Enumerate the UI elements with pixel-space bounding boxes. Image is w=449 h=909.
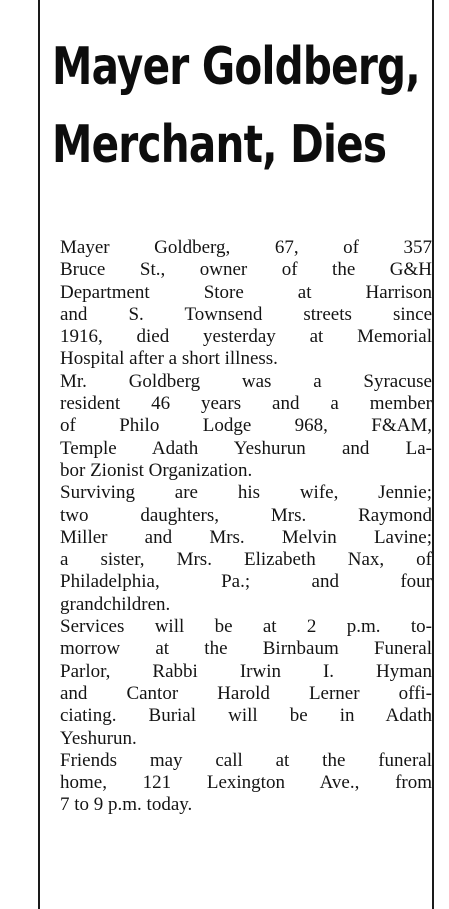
text-line: Mr. Goldberg was a Syracuse	[60, 370, 432, 392]
text-line: and S. Townsend streets since	[60, 303, 432, 325]
text-line: morrow at the Birnbaum Funeral	[60, 638, 432, 660]
text-line: Yeshurun.	[60, 727, 137, 749]
headline-line-1: Mayer Goldberg,	[52, 37, 420, 97]
paragraph-4	[46, 616, 432, 750]
text-line: Surviving are his wife, Jennie;	[60, 482, 432, 504]
column-rule-left	[38, 0, 40, 909]
article-body	[46, 237, 432, 817]
paragraph-5	[46, 750, 432, 817]
text-line: and Cantor Harold Lerner offi-	[60, 682, 432, 704]
text-line: Parlor, Rabbi Irwin I. Hyman	[60, 660, 432, 682]
headline-line-2: Merchant, Dies	[52, 115, 387, 175]
text-line: 7 to 9 p.m. today.	[60, 794, 193, 816]
text-line: Temple Adath Yeshurun and La-	[60, 437, 432, 459]
headline	[52, 28, 420, 184]
text-line: Bruce St., owner of the G&H	[60, 259, 432, 281]
paragraph-3	[46, 482, 432, 616]
text-line: Mayer Goldberg, 67, of 357	[60, 237, 432, 258]
column-rule-right	[432, 0, 434, 909]
paragraph-1	[46, 237, 432, 371]
text-line: of Philo Lodge 968, F&AM,	[60, 415, 432, 437]
text-line: Philadelphia, Pa.; and four	[60, 571, 432, 593]
text-line: Hospital after a short illness.	[60, 348, 278, 370]
text-line: grandchildren.	[60, 593, 171, 615]
text-line: a sister, Mrs. Elizabeth Nax, of	[60, 549, 432, 571]
text-line: Services will be at 2 p.m. to-	[60, 616, 432, 638]
text-line: Department Store at Harrison	[60, 281, 432, 303]
text-line: resident 46 years and a member	[60, 393, 432, 415]
text-line: Friends may call at the funeral	[60, 749, 432, 771]
text-line: two daughters, Mrs. Raymond	[60, 504, 432, 526]
text-line: Miller and Mrs. Melvin Lavine;	[60, 526, 432, 548]
paragraph-2	[46, 371, 432, 482]
text-line: home, 121 Lexington Ave., from	[60, 772, 432, 794]
text-line: bor Zionist Organization.	[60, 459, 253, 481]
text-line: 1916, died yesterday at Memorial	[60, 326, 432, 348]
text-line: ciating. Burial will be in Adath	[60, 705, 432, 727]
